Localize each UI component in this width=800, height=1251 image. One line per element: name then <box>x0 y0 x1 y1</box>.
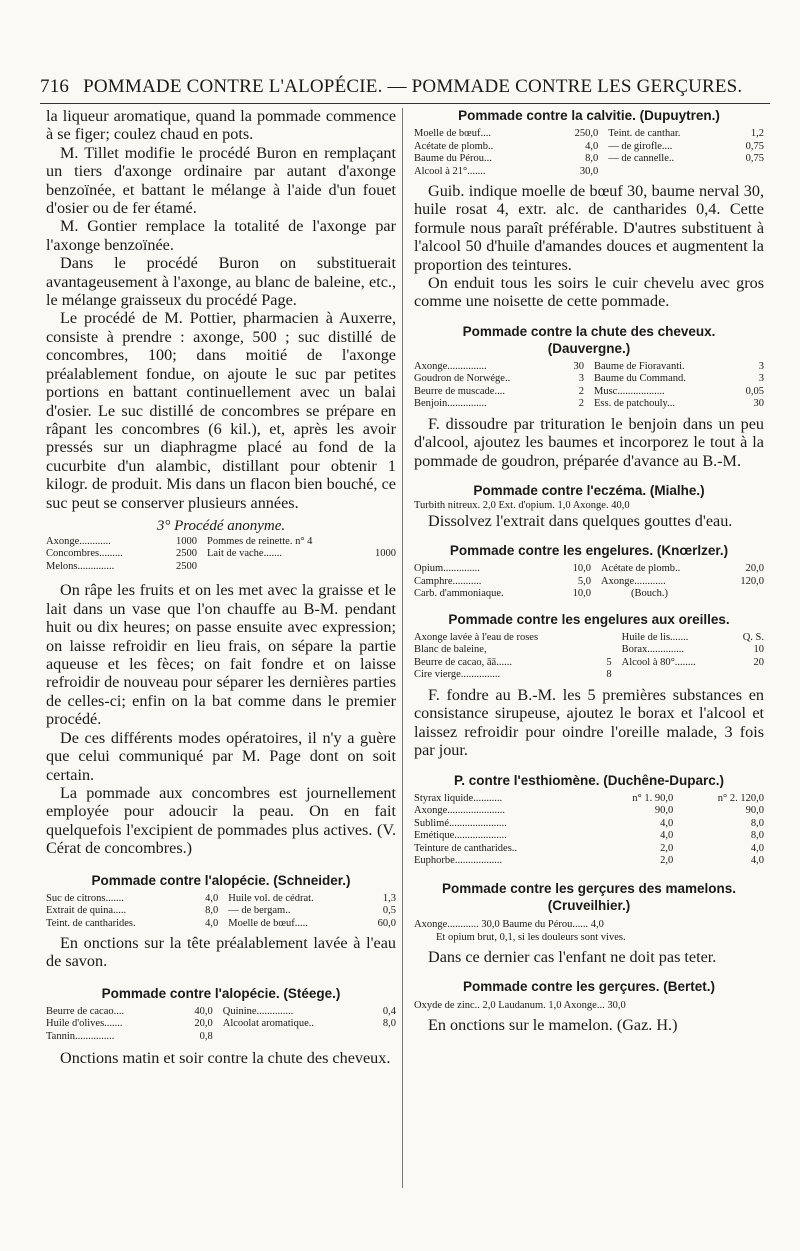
table-row: Axonge............ 1000 Pommes de reinette. n° 4 <box>46 535 313 547</box>
table-row: Euphorbe.................. 2,0 4,0 <box>414 855 764 867</box>
paragraph: Dans le procédé Buron on substituerait avantageusement à l'axonge, au blanc de baleine, etc., le mélange graisseux du procédé Page. <box>46 254 396 310</box>
paragraph: Onctions matin et soir contre la chute des cheveux. <box>60 1049 391 1068</box>
recipe-heading: Pommade contre l'alopécie. (Schneider.) <box>91 872 351 888</box>
table-row: Acétate de plomb.. 4,0 — de girofle.... 0,75 <box>414 140 764 152</box>
paragraph: M. Tillet modifie le procédé Buron en remplaçant un tiers d'axonge ordinaire par autant d'axonge benzoïnée, et battant le mélange à l'aide d'un fouet d'osier ou de fer étamé. <box>46 143 396 218</box>
table-row: Baume du Pérou... 8,0 — de cannelle.. 0,75 <box>414 153 764 164</box>
right-column <box>414 107 764 1034</box>
procedure-heading: 3° Procédé anonyme. <box>156 517 286 534</box>
formula-table-anonyme <box>46 536 396 574</box>
column-divider <box>402 108 403 1188</box>
table-row: Styrax liquide........... n° 1. 90,0 n° 2. 120,0 <box>414 792 764 804</box>
formula-table-dauvergne <box>414 361 764 411</box>
recipe-heading: Pommade contre les engelures. (Knœrlzer.) <box>449 543 729 559</box>
recipe-heading: Pommade contre l'eczéma. (Mialhe.) <box>473 483 705 499</box>
paragraph: Dissolvez l'extrait dans quelques gouttes d'eau. <box>428 512 733 531</box>
paragraph: La pommade aux concombres est journellement employée pour adoucir la peau. On en fait quelquefois l'excipient de pommades plus actives. (V. Cérat de concombres.) <box>46 783 396 858</box>
table-row: Huile d'olives....... 20,0 Alcoolat aromatique.. 8,0 <box>46 1018 396 1030</box>
paragraph: Le procédé de M. Pottier, pharmacien à Auxerre, consiste à prendre : axonge, 500 ; suc distillé de concombres, 100; dans moitié de l'axonge préalablement fondue, on ajoute le suc par petites portions en battant continuellement avec un balai d'osier. Le suc distillé de concombres se prépare en râpant les concombres (6 kil.), et, après les avoir pressés sur un diaphragme placé au fond de la cucurbite d'un alambic, distillant pour obtenir 1 kilogr. de produit. Mis dans un flacon bien bouché, ce suc peut se conserver plusieurs années. <box>46 309 396 512</box>
paragraph: M. Gontier remplace la totalité de l'axonge par l'axonge benzoïnée. <box>46 217 396 254</box>
table-row: Concombres......... 2500 Lait de vache....... 1000 <box>46 548 396 560</box>
table-row: Carb. d'ammoniaque. 10,0 (Bouch.) <box>414 588 668 600</box>
recipe-heading-author: (Cruveilhier.) <box>547 897 631 913</box>
recipe-heading: Pommade contre la calvitie. (Dupuytren.) <box>458 108 720 123</box>
paragraph: En onctions sur le mamelon. (Gaz. H.) <box>428 1016 678 1034</box>
table-row: Goudron de Norwége.. 3 Baume du Command. 3 <box>414 373 764 385</box>
paragraph: On enduit tous les soirs le cuir chevelu avec gros comme une noisette de cette pommade. <box>414 274 764 311</box>
formula-table-schneider <box>46 893 396 931</box>
table-row: Melons.............. 2500 <box>46 560 198 572</box>
recipe-heading: P. contre l'esthiomène. (Duchêne-Duparc.) <box>453 772 725 788</box>
table-row: Alcool à 21°....... 30,0 <box>414 165 599 177</box>
formula-table-duchene <box>414 793 764 868</box>
table-row: Teint. de cantharides. 4,0 Moelle de bœuf..... 60,0 <box>46 917 396 929</box>
table-row: Extrait de quina..... 8,0 — de bergam.. 0,5 <box>46 905 396 917</box>
formula-table-knoerlzer <box>414 563 764 601</box>
recipe-heading: Pommade contre l'alopécie. (Stéege.) <box>101 985 341 1001</box>
page-header <box>40 76 770 98</box>
table-row: Sublimé...................... 4,0 8,0 <box>414 817 764 829</box>
table-row: Teinture de cantharides.. 2,0 4,0 <box>414 842 764 854</box>
left-column <box>46 107 396 1068</box>
table-row: Blanc de baleine, Borax.............. 10 <box>414 644 764 656</box>
table-row: Axonge lavée à l'eau de roses Huile de lis....... Q. S. <box>414 631 764 643</box>
paragraph: On râpe les fruits et on les met avec la graisse et le lait dans un vase que l'on chauffe au B-M. pendant huit ou dix heures; on passe ensuite avec expression; on laisse refroidir en lieu frais, on sépare la partie aqueuse et les fèces; on fait fondre et on laisse refroidir de nouveau pour séparer les dernières parties de celles-ci; enfin on la bat comme dans le premier procédé. <box>46 581 396 729</box>
formula-table-oreilles <box>414 632 764 682</box>
page-number: 716 <box>40 76 70 97</box>
formula-note-cruveilhier: Et opium brut, 0,1, si les douleurs sont vives. <box>436 931 626 943</box>
table-row: Tannin............... 0,8 <box>46 1030 213 1042</box>
table-row: Beurre de cacao.... 40,0 Quinine.............. 0,4 <box>46 1005 396 1017</box>
table-row: Benjoin............... 2 Ess. de patchouly... 30 <box>414 398 764 410</box>
table-row: Beurre de cacao, āā...... 5 Alcool à 80°........ 20 <box>414 656 764 668</box>
recipe-heading: Pommade contre les gerçures. (Bertet.) <box>462 979 716 994</box>
paragraph: Dans ce dernier cas l'enfant ne doit pas teter. <box>428 947 717 966</box>
paragraph: la liqueur aromatique, quand la pommade commence à se figer; coulez chaud en pots. <box>46 107 396 144</box>
recipe-heading: Pommade contre les engelures aux oreilles. <box>448 611 730 627</box>
table-row: Cire vierge............... 8 <box>414 669 612 681</box>
header-rule <box>40 103 770 104</box>
paragraph: F. fondre au B.-M. les 5 premières substances en consistance sirupeuse, ajoutez le borax et l'alcool et laissez refroidir pour oindre l'oreille malade, 3 fois par jour. <box>414 685 764 760</box>
table-row: Suc de citrons....... 4,0 Huile vol. de cédrat. 1,3 <box>46 892 396 904</box>
formula-line-mialhe: Turbith nitreux. 2,0 Ext. d'opium. 1,0 Axonge. 40,0 <box>414 500 630 512</box>
formula-table-dupuytren <box>414 128 764 178</box>
running-title: POMMADE CONTRE L'ALOPÉCIE. — POMMADE CONTRE LES GERÇURES. <box>83 76 743 97</box>
table-row: Opium.............. 10,0 Acétate de plomb.. 20,0 <box>414 563 764 575</box>
table-row: Camphre........... 5,0 Axonge............ 120,0 <box>414 575 764 587</box>
paragraph: De ces différents modes opératoires, il n'y a guère que celui communiqué par M. Page dont on soit certain. <box>46 728 396 784</box>
recipe-heading: Pommade contre la chute des cheveux. <box>462 323 716 339</box>
table-row: Axonge............... 30 Baume de Fioravanti. 3 <box>414 360 764 372</box>
formula-table-steege <box>46 1006 396 1044</box>
formula-line-bertet: Oxyde de zinc.. 2,0 Laudanum. 1,0 Axonge... 30,0 <box>414 1000 626 1011</box>
table-row: Emétique.................... 4,0 8,0 <box>414 830 764 842</box>
recipe-heading: Pommade contre les gerçures des mamelons. <box>441 880 737 896</box>
table-row: Beurre de muscade.... 2 Musc.................. 0,05 <box>414 385 764 397</box>
table-row: Axonge...................... 90,0 90,0 <box>414 805 764 817</box>
formula-line-cruveilhier: Axonge............ 30,0 Baume du Pérou...... 4,0 <box>414 918 604 930</box>
table-row: Moelle de bœuf.... 250,0 Teint. de canthar. 1,2 <box>414 128 764 139</box>
paragraph: En onctions sur la tête préalablement lavée à l'eau de savon. <box>46 934 396 971</box>
paragraph: Guib. indique moelle de bœuf 30, baume nerval 30, huile rosat 4, extr. alc. de cantharides 0,4. Cette formule nous paraît préférable. D'autres substituent à l'alcool 50 d'huile d'amandes douces et augmentent la proportion des teintures. <box>414 182 764 274</box>
recipe-heading-author: (Dauvergne.) <box>547 340 631 356</box>
paragraph: F. dissoudre par trituration le benjoin dans un peu d'alcool, ajoutez les baumes et incorporez le tout à la pommade de goudron, préparée d'avance au B.-M. <box>414 414 764 470</box>
